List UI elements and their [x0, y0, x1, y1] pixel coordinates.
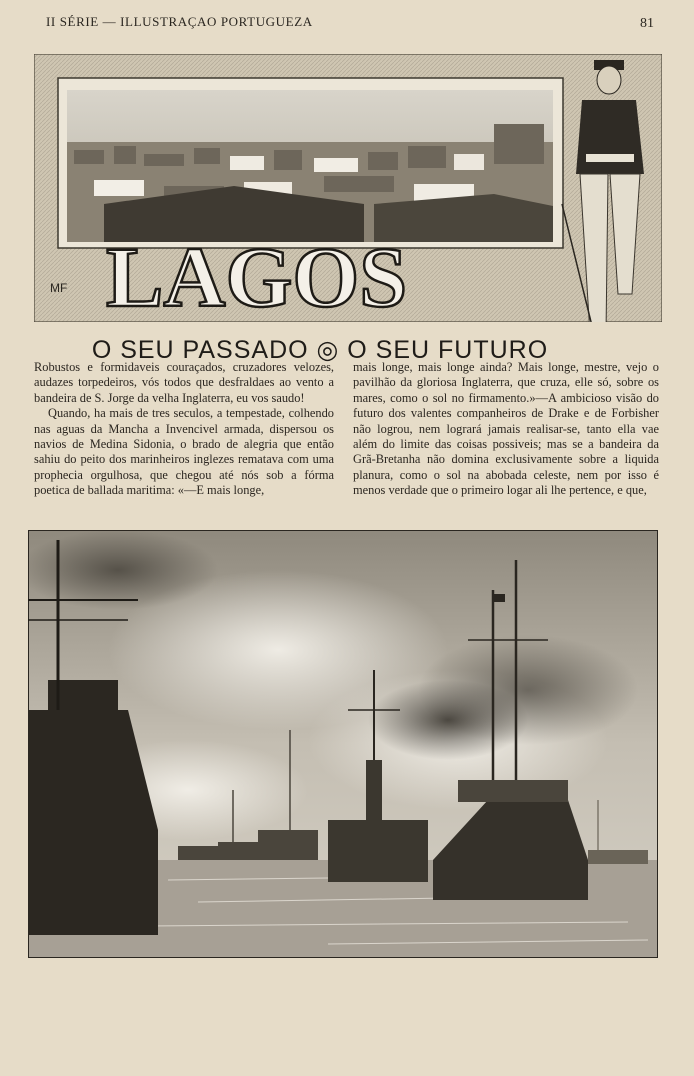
naval-fleet-illustration	[28, 530, 658, 958]
text-column-right	[353, 360, 659, 520]
text-column-left	[34, 360, 334, 520]
paragraph: mais longe, mais longe ainda? Mais longe, mestre, vejo o pavilhão da gloriosa Inglaterra, que cruza, elle só, sobre os mares, como o sol no firmamento.»—A ambicioso visão do futuro dos valentes companheiros de Drake e de Forbisher não logrou, nem logrará jamais realisar-se, tanto ella vae além do limite das coisas possiveis; mas se a bandeira da Grã-Bretanha não domina exclusivamente sobre a liquida planura, como o sol na abobada celeste, nem por isso é menos verdade que o primeiro logar ali lhe pertence, e que,	[353, 360, 659, 498]
artist-signature: MF	[50, 281, 68, 295]
article-subtitle: O SEU PASSADO ◎ O SEU FUTURO	[91, 336, 549, 364]
page-number: 81	[640, 16, 654, 31]
lagos-banner-illustration	[34, 54, 662, 322]
paragraph: Quando, ha mais de tres seculos, a tempestade, colhendo nas aguas da Mancha a Invencivel armada, dispersou os navios de Medina Sidonia, o brado de alegria que então sahiu do peito dos marinheiros inglezes rematava com uma prophecia orgulhosa, que chegou até nós sob a fórma poetica de ballada maritima: «—E mais longe,	[34, 406, 334, 498]
running-header: II SÉRIE — ILLUSTRAÇAO PORTUGUEZA	[46, 14, 313, 29]
lagos-title-text: LAGOS	[106, 229, 408, 322]
lagos-title-lettering	[106, 229, 407, 322]
paragraph: Robustos e formidaveis couraçados, cruzadores velozes, audazes torpedeiros, vós todos que desfraldaes ao vento a bandeira de S. Jorge da velha Inglaterra, eu vos saudo!	[34, 360, 334, 405]
